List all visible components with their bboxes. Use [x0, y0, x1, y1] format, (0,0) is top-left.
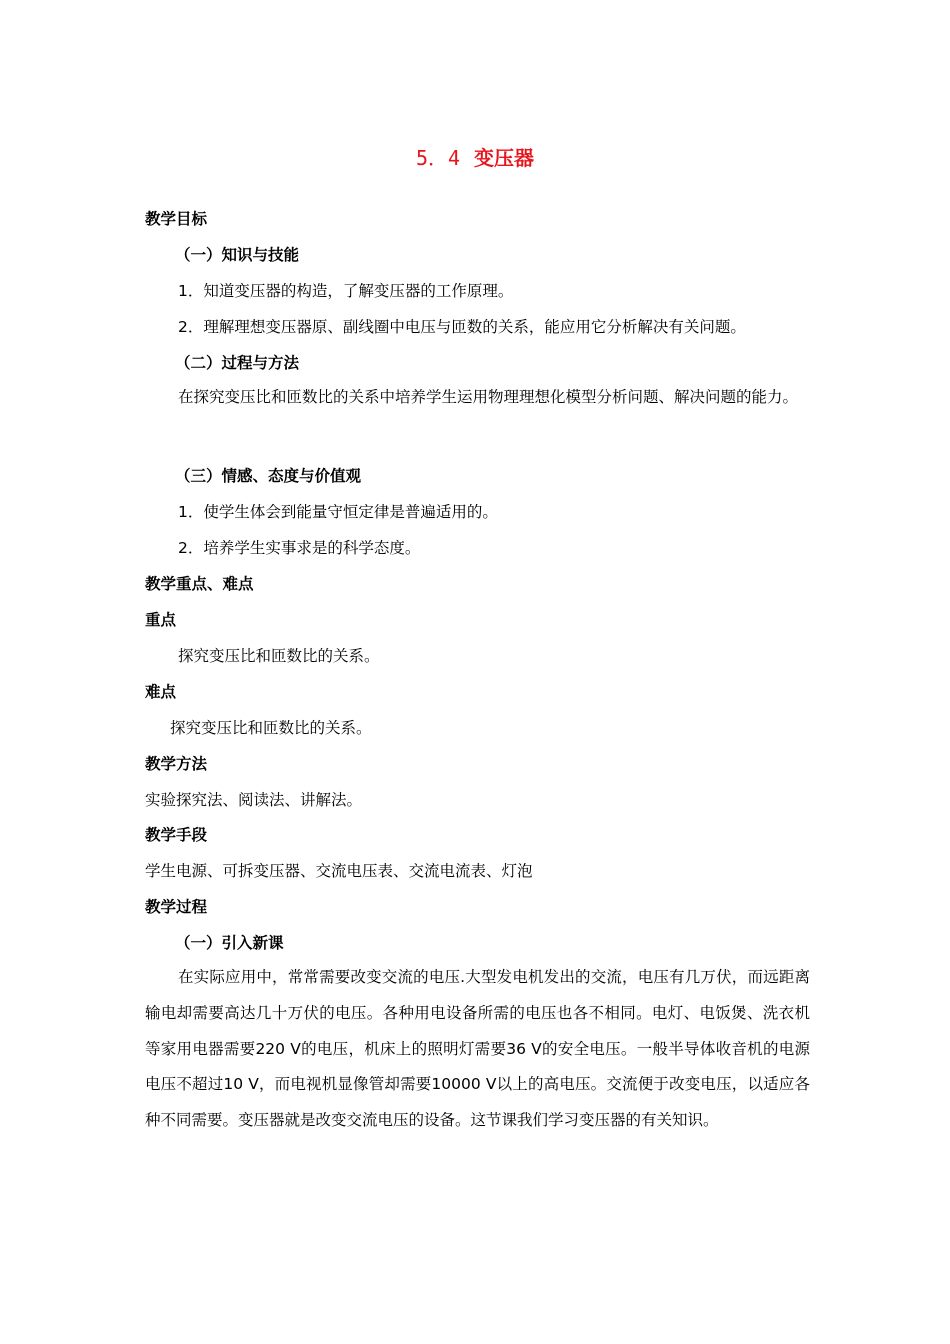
means-heading: 教学手段	[145, 826, 208, 844]
difficult-heading: 难点	[145, 683, 177, 701]
key-heading: 重点	[145, 611, 177, 629]
page-title	[0, 144, 950, 172]
procedure-heading: 教学过程	[145, 898, 208, 916]
method-heading: 教学方法	[145, 755, 208, 773]
objectives-heading: 教学目标	[145, 210, 208, 228]
process-paragraph: 在探究变压比和匝数比的关系中培养学生运用物理理想化模型分析问题、解决问题的能力。	[178, 388, 799, 406]
knowledge-heading: （一）知识与技能	[175, 246, 300, 264]
key-difficult-heading: 教学重点、难点	[145, 575, 254, 593]
key-text: 探究变压比和匝数比的关系。	[178, 647, 380, 665]
process-heading: （二）过程与方法	[175, 354, 300, 372]
intro-heading: （一）引入新课	[175, 934, 284, 952]
emotion-item-1: 1．使学生体会到能量守恒定律是普遍适用的。	[178, 503, 498, 521]
title-text: 变压器	[474, 146, 535, 170]
knowledge-item-1: 1．知道变压器的构造，了解变压器的工作原理。	[178, 282, 514, 300]
emotion-heading: （三）情感、态度与价值观	[175, 467, 362, 485]
emotion-item-2: 2．培养学生实事求是的科学态度。	[178, 539, 421, 557]
means-text: 学生电源、可拆变压器、交流电压表、交流电流表、灯泡	[145, 862, 533, 880]
intro-paragraph: 在实际应用中，常常需要改变交流的电压.大型发电机发出的交流，电压有几万伏，而远距离输电却需要高达几十万伏的电压。各种用电设备所需的电压也各不相同。电灯、电饭煲、洗衣机等家用电器需要220 V的电压，机床上的照明灯需要36 V的安全电压。一般半导体收音机的电源电压不超过10 V，而电视机显像管却需要10000 V以上的高电压。交流便于改变电压，以适应各种不同需要。变压器就是改变交流电压的设备。这节课我们学习变压器的有关知识。	[145, 968, 810, 1130]
knowledge-item-2: 2．理解理想变压器原、副线圈中电压与匝数的关系，能应用它分析解决有关问题。	[178, 318, 746, 336]
difficult-text: 探究变压比和匝数比的关系。	[170, 719, 372, 737]
method-text: 实验探究法、阅读法、讲解法。	[145, 791, 363, 809]
title-number: 5．4	[415, 146, 461, 170]
